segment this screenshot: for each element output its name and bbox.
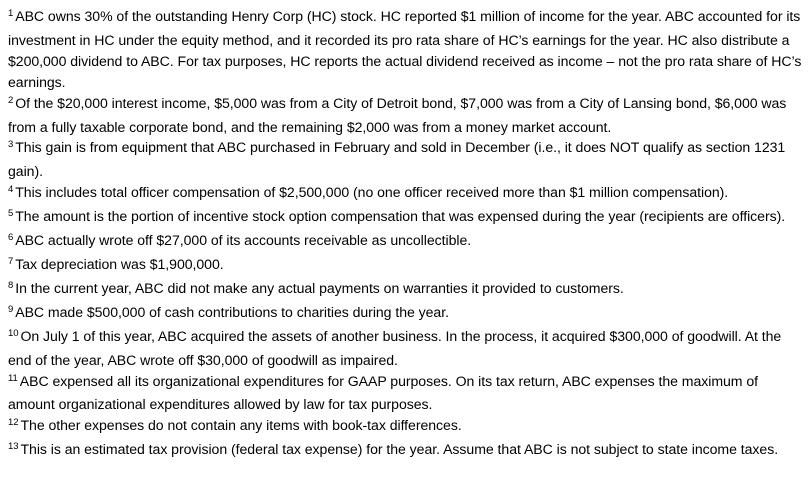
footnote-text: ABC owns 30% of the outstanding Henry Corp (HC) stock. HC reported $1 million of income for the year. ABC accounted for its investment in HC under the equity method, and it recorded its pro rata share of HC’s earnings for the year. HC also distribute a $200,000 dividend to ABC. For tax purposes, HC reports the actual dividend received as income – not the pro rata share of HC’s earnings. [8,8,802,90]
footnote-9 [8,302,804,326]
footnote-2 [8,93,804,138]
footnote-number: 2 [8,94,14,106]
footnote-number: 7 [8,255,14,267]
footnote-text: The other expenses do not contain any items with book-tax differences. [20,417,462,434]
footnote-number: 8 [8,279,14,291]
footnote-3 [8,137,804,182]
footnote-number: 12 [8,417,19,429]
footnote-number: 3 [8,139,14,151]
footnote-8 [8,278,804,302]
footnote-text: On July 1 of this year, ABC acquired the assets of another business. In the process, it acquired $300,000 of goodwill. At the end of the year, ABC wrote off $30,000 of goodwill as impaired. [8,327,782,368]
footnote-text: ABC expensed all its organizational expenditures for GAAP purposes. On its tax return, ABC expenses the maximum of amount organizational expenditures allowed by law for tax purposes. [8,372,759,413]
footnote-number: 5 [8,208,14,220]
footnotes-list [8,6,804,463]
footnote-number: 4 [8,184,14,196]
footnote-1 [8,6,804,93]
footnote-number: 1 [8,8,14,19]
footnote-12 [8,415,804,439]
footnote-11 [8,371,804,416]
footnote-text: This gain is from equipment that ABC purchased in February and sold in December (i.e., it does NOT qualify as section 1231 gain). [8,139,786,180]
footnote-text: Tax depreciation was $1,900,000. [15,255,224,272]
footnote-number: 6 [8,232,14,244]
footnote-4 [8,182,804,206]
footnote-text: ABC actually wrote off $27,000 of its accounts receivable as uncollectible. [15,232,472,249]
footnote-text: The amount is the portion of incentive stock option compensation that was expensed during the year (recipients are officers). [15,208,786,225]
footnote-text: This is an estimated tax provision (federal tax expense) for the year. Assume that ABC is not subject to state income taxes. [20,441,779,458]
footnote-13 [8,439,804,463]
footnote-number: 10 [8,327,19,339]
footnote-10 [8,326,804,371]
footnote-7 [8,254,804,278]
footnote-5 [8,206,804,230]
footnote-number: 13 [8,441,19,453]
footnote-text: In the current year, ABC did not make any actual payments on warranties it provided to customers. [15,279,624,296]
footnote-text: Of the $20,000 interest income, $5,000 was from a City of Detroit bond, $7,000 was from a City of Lansing bond, $6,000 was from a fully taxable corporate bond, and the remaining $2,000 was from a money market account. [8,94,787,135]
footnote-number: 9 [8,303,14,315]
footnote-number: 11 [8,372,18,384]
footnote-text: ABC made $500,000 of cash contributions to charities during the year. [15,303,449,320]
footnote-6 [8,230,804,254]
footnote-text: This includes total officer compensation of $2,500,000 (no one officer received more than $1 million compensation). [15,184,729,201]
